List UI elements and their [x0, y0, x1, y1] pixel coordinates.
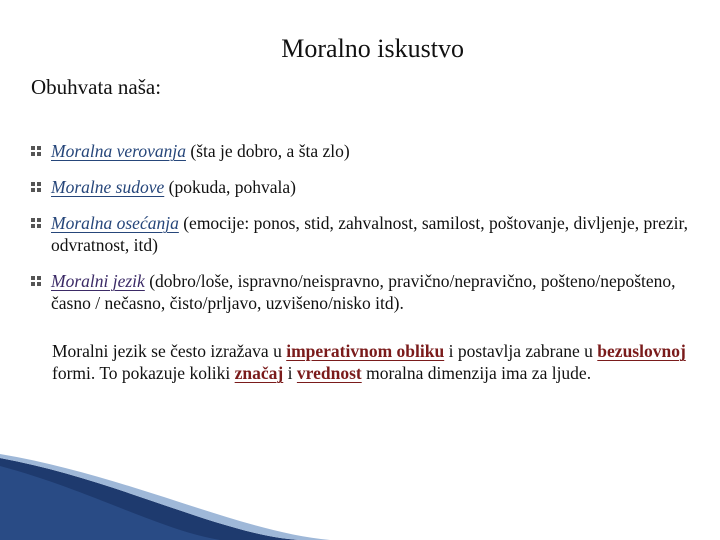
bullet-term: Moralne sudove	[51, 177, 165, 197]
decorative-swoosh	[0, 440, 720, 540]
paragraph-text: Moralni jezik se često izražava u	[52, 341, 287, 361]
bullet-marker-icon	[31, 218, 41, 228]
bullet-text: (emocije: ponos, stid, zahvalnost, samilost, poštovanje, divljenje, prezir, odvratnost, itd)	[51, 213, 688, 255]
slide-title: Moralno iskustvo	[281, 34, 464, 63]
paragraph-text: i	[283, 363, 297, 383]
bullet-list	[31, 140, 691, 328]
highlight-term: imperativnom obliku	[286, 341, 445, 361]
bullet-text: (šta je dobro, a šta zlo)	[185, 141, 350, 161]
paragraph-text: formi. To pokazuje koliki	[52, 363, 235, 383]
paragraph-text: i postavlja zabrane u	[444, 341, 598, 361]
bullet-text: (pokuda, pohvala)	[164, 177, 296, 197]
bullet-marker-icon	[31, 276, 41, 286]
bullet-item	[31, 270, 691, 314]
slide-subtitle: Obuhvata naša:	[31, 75, 162, 99]
bullet-item	[31, 176, 691, 198]
bullet-text: (dobro/loše, ispravno/neispravno, pravično/nepravično, pošteno/nepošteno, časno / nečasno, čisto/prljavo, uzvišeno/nisko itd).	[51, 271, 676, 313]
bullet-item	[31, 212, 691, 256]
bullet-term: Moralna osećanja	[51, 213, 179, 233]
bullet-term: Moralni jezik	[51, 271, 145, 291]
summary-paragraph	[52, 340, 692, 384]
paragraph-text: moralna dimenzija ima za ljude.	[361, 363, 592, 383]
highlight-term: vrednost	[296, 363, 362, 383]
highlight-term: bezuslovnoj	[597, 341, 686, 361]
bullet-marker-icon	[31, 182, 41, 192]
bullet-item	[31, 140, 691, 162]
bullet-marker-icon	[31, 146, 41, 156]
bullet-term: Moralna verovanja	[51, 141, 186, 161]
highlight-term: značaj	[234, 363, 284, 383]
